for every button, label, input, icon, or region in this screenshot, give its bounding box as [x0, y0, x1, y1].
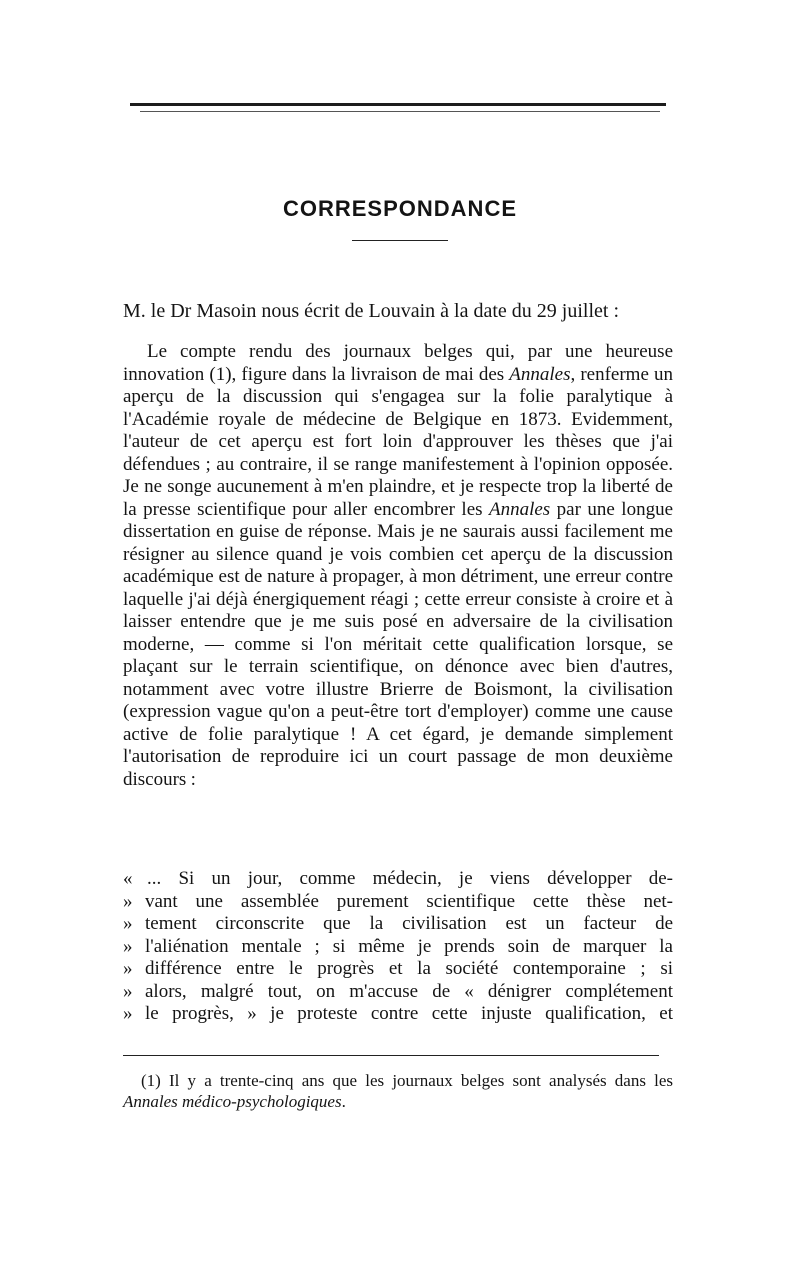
- quote-line-text: tement circonscrite que la civilisation est un facteur de: [145, 913, 673, 934]
- body-part-3: par une longue dissertation en guise de réponse. Mais je ne saurais aussi facilement me résigner au silence quand je vois combien cet aperçu de la discussion académique est de nature à propager, à mon détriment, une erreur contre laquelle j'ai déjà énergiquement réagi ; cette erreur consiste à croire et à laisser entendre que je me suis posé en adversaire de la civilisation moderne, — comme si l'on méritait cette qualification lorsque, se plaçant sur le terrain scientifique, on dénonce avec bien d'autres, notamment avec votre illustre Brierre de Boismont, la civilisation (expression vague qu'on a peut-être tort d'employer) comme une cause active de folie paralytique ! A cet égard, je demande simplement l'autorisation de reproduire ici un court passage de mon deuxième discours :: [123, 498, 673, 790]
- journal-title-2: Annales: [488, 498, 551, 520]
- footnote-text: (1) Il y a trente-cinq ans que les journaux belges sont analysés dans les: [141, 1071, 673, 1090]
- footnote-end: .: [341, 1092, 346, 1111]
- heading-underline: [352, 240, 448, 241]
- quote-cont-mark: »: [123, 913, 133, 934]
- quote-open-mark: «: [123, 868, 133, 889]
- letter-intro: M. le Dr Masoin nous écrit de Louvain à la date du 29 juillet :: [123, 300, 619, 322]
- footnote: [123, 1070, 673, 1112]
- quote-line: [123, 913, 673, 936]
- quote-line: [123, 958, 673, 981]
- quote-line-text: différence entre le progrès et la société contemporaine ; si: [145, 958, 673, 979]
- quote-line: [123, 1003, 673, 1026]
- journal-title-1: Annales: [509, 363, 571, 385]
- quote-line: [123, 936, 673, 959]
- quote-line-text: le progrès, » je proteste contre cette injuste qualification, et: [145, 1003, 673, 1024]
- header-rule-thin: [140, 111, 660, 112]
- quote-line-text: l'aliénation mentale ; si même je prends soin de marquer la: [145, 935, 673, 957]
- quote-cont-mark: »: [123, 958, 133, 979]
- quote-line: [123, 981, 673, 1004]
- quote-cont-mark: »: [123, 1003, 133, 1024]
- body-part-2: , renferme un aperçu de la discussion qui s'engagea sur la folie paralytique à l'Académie royale de médecine de Belgique en 1873. Evidemment, l'auteur de cet aperçu est fort loin d'approuver les thèses que j'ai défendues ; au contraire, il se range manifestement à l'opinion opposée. Je ne songe aucunement à m'en plaindre, et je respecte trop la liberté de la presse scientifique pour aller encombrer les: [123, 363, 674, 520]
- quote-line-text: vant une assemblée purement scientifique cette thèse net-: [145, 890, 673, 912]
- footnote-rule: [123, 1055, 659, 1056]
- letter-body: [123, 341, 673, 791]
- quote-cont-mark: »: [123, 890, 133, 912]
- section-heading: CORRESPONDANCE: [282, 196, 518, 221]
- quote-line-text: ... Si un jour, comme médecin, je viens développer de-: [147, 868, 673, 889]
- header-rule: [130, 103, 666, 106]
- quote-cont-mark: »: [123, 935, 133, 957]
- quote-line: [123, 868, 673, 891]
- quote-cont-mark: »: [123, 980, 133, 1002]
- footnote-journal-title: Annales médico-psychologiques: [123, 1092, 342, 1111]
- quote-line: [123, 891, 673, 914]
- quoted-passage: [123, 868, 673, 1026]
- quote-line-text: alors, malgré tout, on m'accuse de « dénigrer complétement: [145, 980, 673, 1002]
- body-part-1: Le compte rendu des journaux belges qui, par une heureuse innovation (1), figure dans la livraison de mai des: [123, 341, 673, 385]
